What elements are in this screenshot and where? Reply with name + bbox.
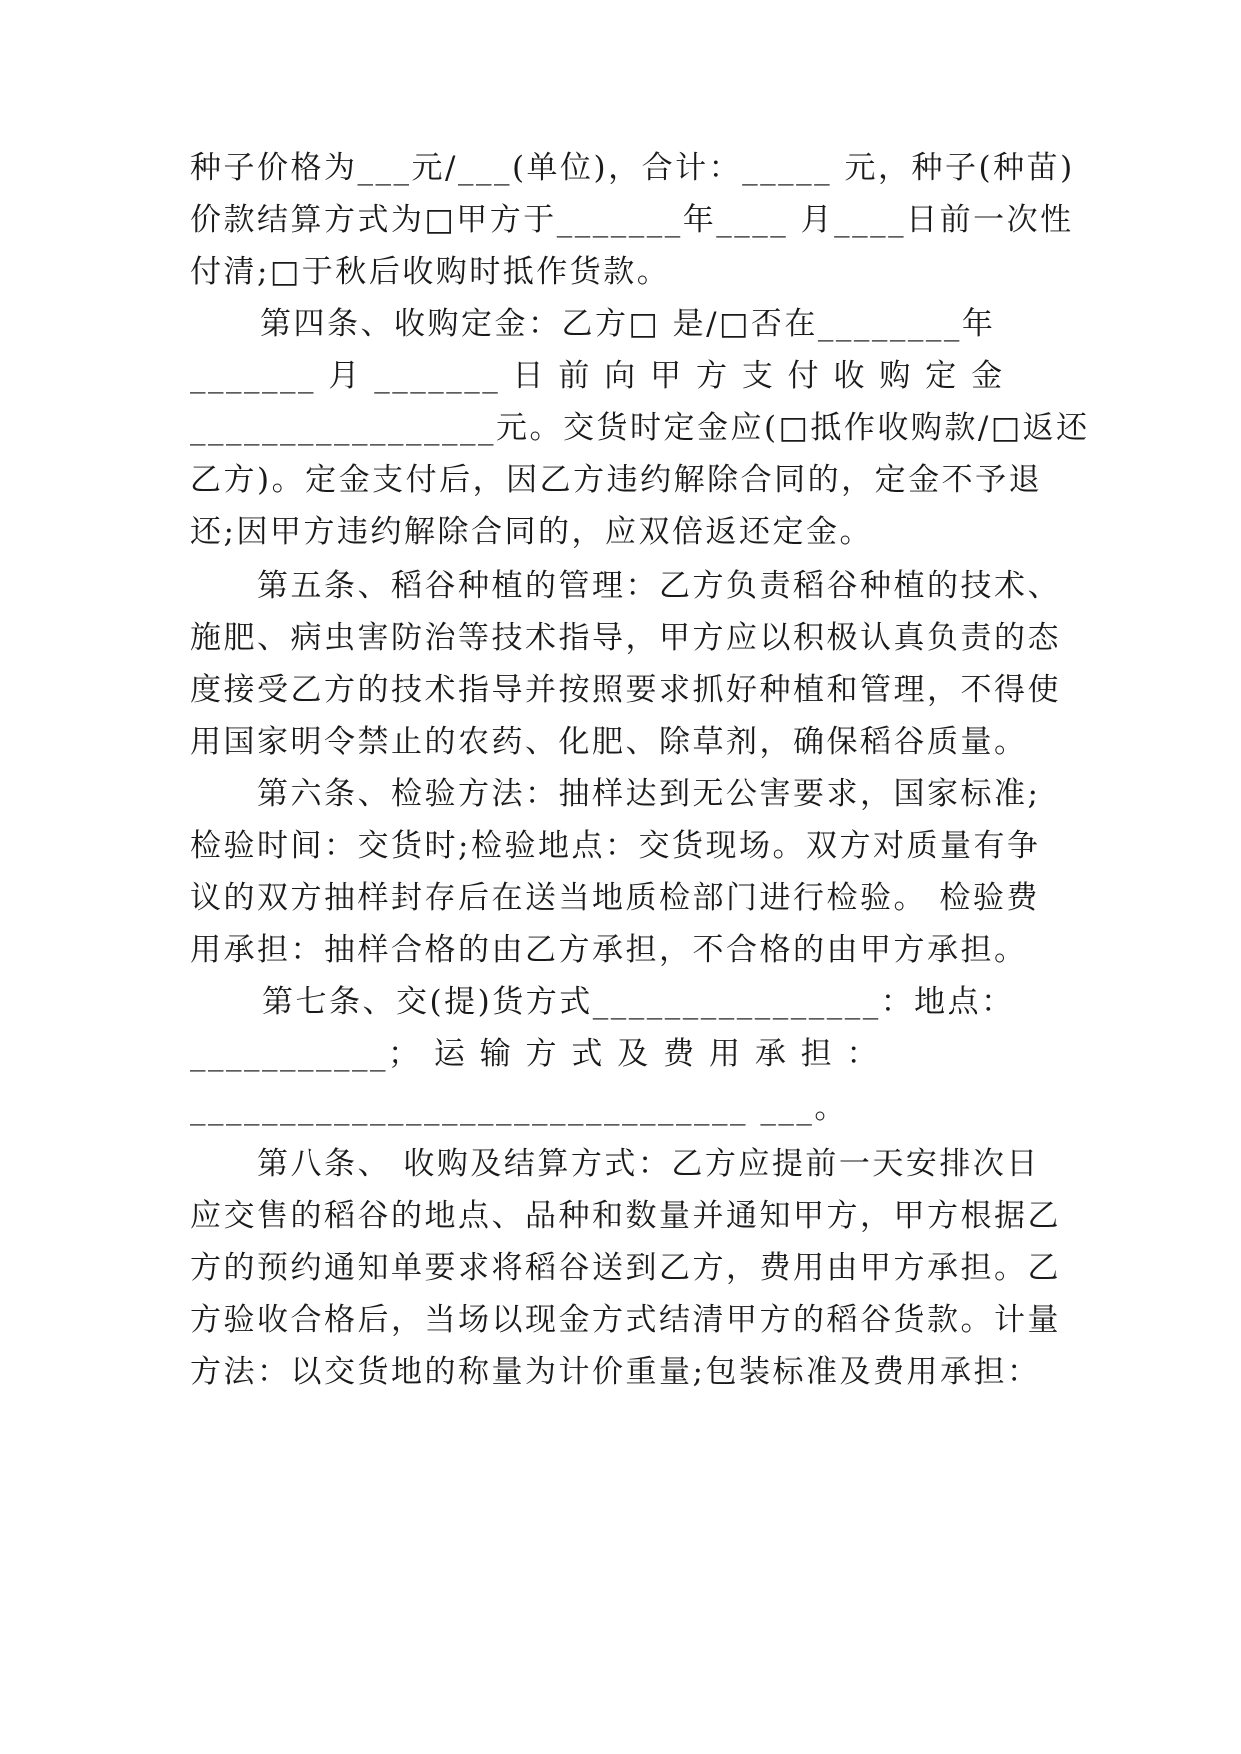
text-line: 价款结算方式为□甲方于_______年____ 月____日前一次性 — [190, 202, 1074, 238]
text-line: 施肥、病虫害防治等技术指导，甲方应以积极认真负责的态 — [190, 620, 1061, 656]
text-line: 第四条、收购定金：乙方□ 是/□否在________年 — [260, 306, 996, 342]
text-line: 还;因甲方违约解除合同的，应双倍返还定金。 — [190, 514, 873, 550]
text-line: 应交售的稻谷的地点、品种和数量并通知甲方，甲方根据乙 — [190, 1198, 1061, 1234]
text-line: 议的双方抽样封存后在送当地质检部门进行检验。 检验费 — [190, 880, 1040, 916]
text-line: 方的预约通知单要求将稻谷送到乙方，费用由甲方承担。乙 — [190, 1250, 1061, 1286]
text-line: 乙方)。定金支付后，因乙方违约解除合同的，定金不予退 — [190, 462, 1043, 498]
text-line: 种子价格为___元/___(单位)，合计：_____ 元，种子(种苗) — [190, 150, 1075, 186]
text-line: 检验时间：交货时;检验地点：交货现场。双方对质量有争 — [190, 828, 1041, 864]
text-line: _______ 月 _______ 日 前 向 甲 方 支 付 收 购 定 金 — [190, 358, 1005, 394]
text-line: 第七条、交(提)货方式________________：地点： — [262, 984, 1015, 1020]
text-line: 付清;□于秋后收购时抵作货款。 — [190, 254, 671, 290]
text-line: 度接受乙方的技术指导并按照要求抓好种植和管理，不得使 — [190, 672, 1061, 708]
text-line: 用国家明令禁止的农药、化肥、除草剂，确保稻谷质量。 — [190, 724, 1028, 760]
text-line: 方法：以交货地的称量为计价重量;包装标准及费用承担： — [190, 1354, 1041, 1390]
text-line: _________________元。交货时定金应(□抵作收购款/□返还 — [190, 410, 1090, 446]
text-line: 方验收合格后，当场以现金方式结清甲方的稻谷货款。计量 — [190, 1302, 1061, 1338]
text-line: 用承担：抽样合格的由乙方承担，不合格的由甲方承担。 — [190, 932, 1028, 968]
text-line: _______________________________ ___。 — [190, 1090, 848, 1126]
text-line: 第八条、 收购及结算方式：乙方应提前一天安排次日 — [257, 1146, 1040, 1182]
text-line: ___________； 运 输 方 式 及 费 用 承 担 ： — [190, 1036, 881, 1072]
text-line: 第五条、稻谷种植的管理：乙方负责稻谷种植的技术、 — [257, 568, 1061, 604]
text-line: 第六条、检验方法：抽样达到无公害要求，国家标准; — [257, 776, 1041, 812]
